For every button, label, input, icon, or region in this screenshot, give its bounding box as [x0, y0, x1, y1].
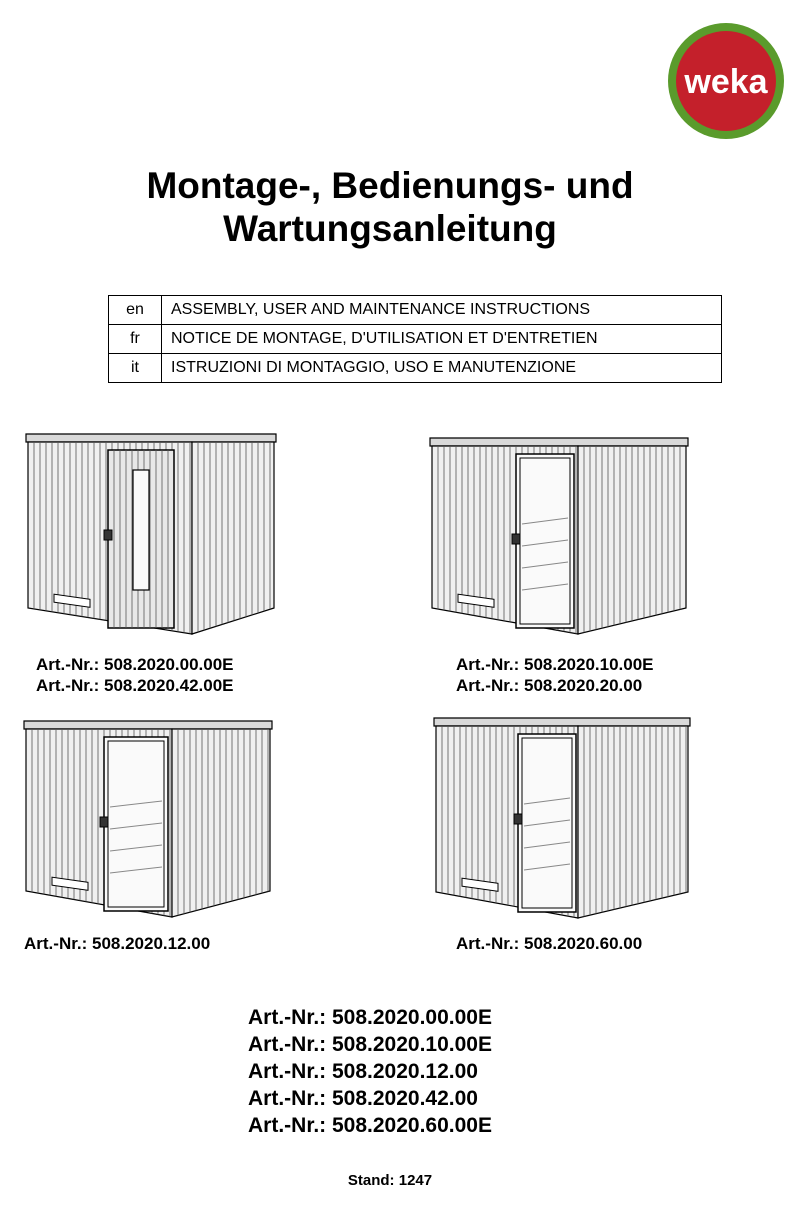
table-row — [109, 354, 722, 383]
table-row — [109, 296, 722, 325]
language-code: en — [109, 296, 162, 325]
article-number: Art.-Nr.: 508.2020.10.00E — [456, 655, 654, 674]
article-number: Art.-Nr.: 508.2020.20.00 — [456, 676, 643, 695]
article-number: Art.-Nr.: 508.2020.42.00E — [36, 676, 234, 695]
article-number: Art.-Nr.: 508.2020.60.00E — [248, 1114, 492, 1137]
language-title: ISTRUZIONI DI MONTAGGIO, USO E MANUTENZIONE — [162, 354, 722, 383]
sauna-illustration-glass-door — [428, 432, 690, 638]
article-number-list — [248, 1004, 492, 1139]
language-title: ASSEMBLY, USER AND MAINTENANCE INSTRUCTIONS — [162, 296, 722, 325]
weka-logo — [664, 22, 788, 140]
article-number: Art.-Nr.: 508.2020.12.00 — [24, 934, 211, 953]
page-title — [0, 164, 780, 250]
sauna-illustration-glass-front — [22, 715, 274, 921]
article-number: Art.-Nr.: 508.2020.12.00 — [248, 1060, 478, 1083]
sauna-illustration-glass-door — [432, 712, 692, 922]
article-number: Art.-Nr.: 508.2020.42.00 — [248, 1087, 478, 1110]
article-number: Art.-Nr.: 508.2020.00.00E — [36, 655, 234, 674]
table-row — [109, 325, 722, 354]
product-caption — [24, 933, 210, 954]
product-caption — [456, 933, 642, 954]
language-table — [108, 295, 722, 383]
article-number: Art.-Nr.: 508.2020.60.00 — [456, 934, 643, 953]
revision-stand: Stand: 1247 — [347, 1172, 433, 1189]
language-title: NOTICE DE MONTAGE, D'UTILISATION ET D'ENTRETIEN — [162, 325, 722, 354]
article-number: Art.-Nr.: 508.2020.10.00E — [248, 1033, 492, 1056]
article-number: Art.-Nr.: 508.2020.00.00E — [248, 1006, 492, 1029]
language-code: fr — [109, 325, 162, 354]
product-caption — [36, 654, 234, 696]
language-code: it — [109, 354, 162, 383]
product-caption — [456, 654, 654, 696]
logo-text: weka — [684, 63, 768, 101]
title-line-2: Wartungsanleitung — [223, 208, 557, 249]
sauna-illustration-wood-door — [24, 428, 278, 638]
title-line-1: Montage-, Bedienungs- und — [146, 165, 634, 206]
